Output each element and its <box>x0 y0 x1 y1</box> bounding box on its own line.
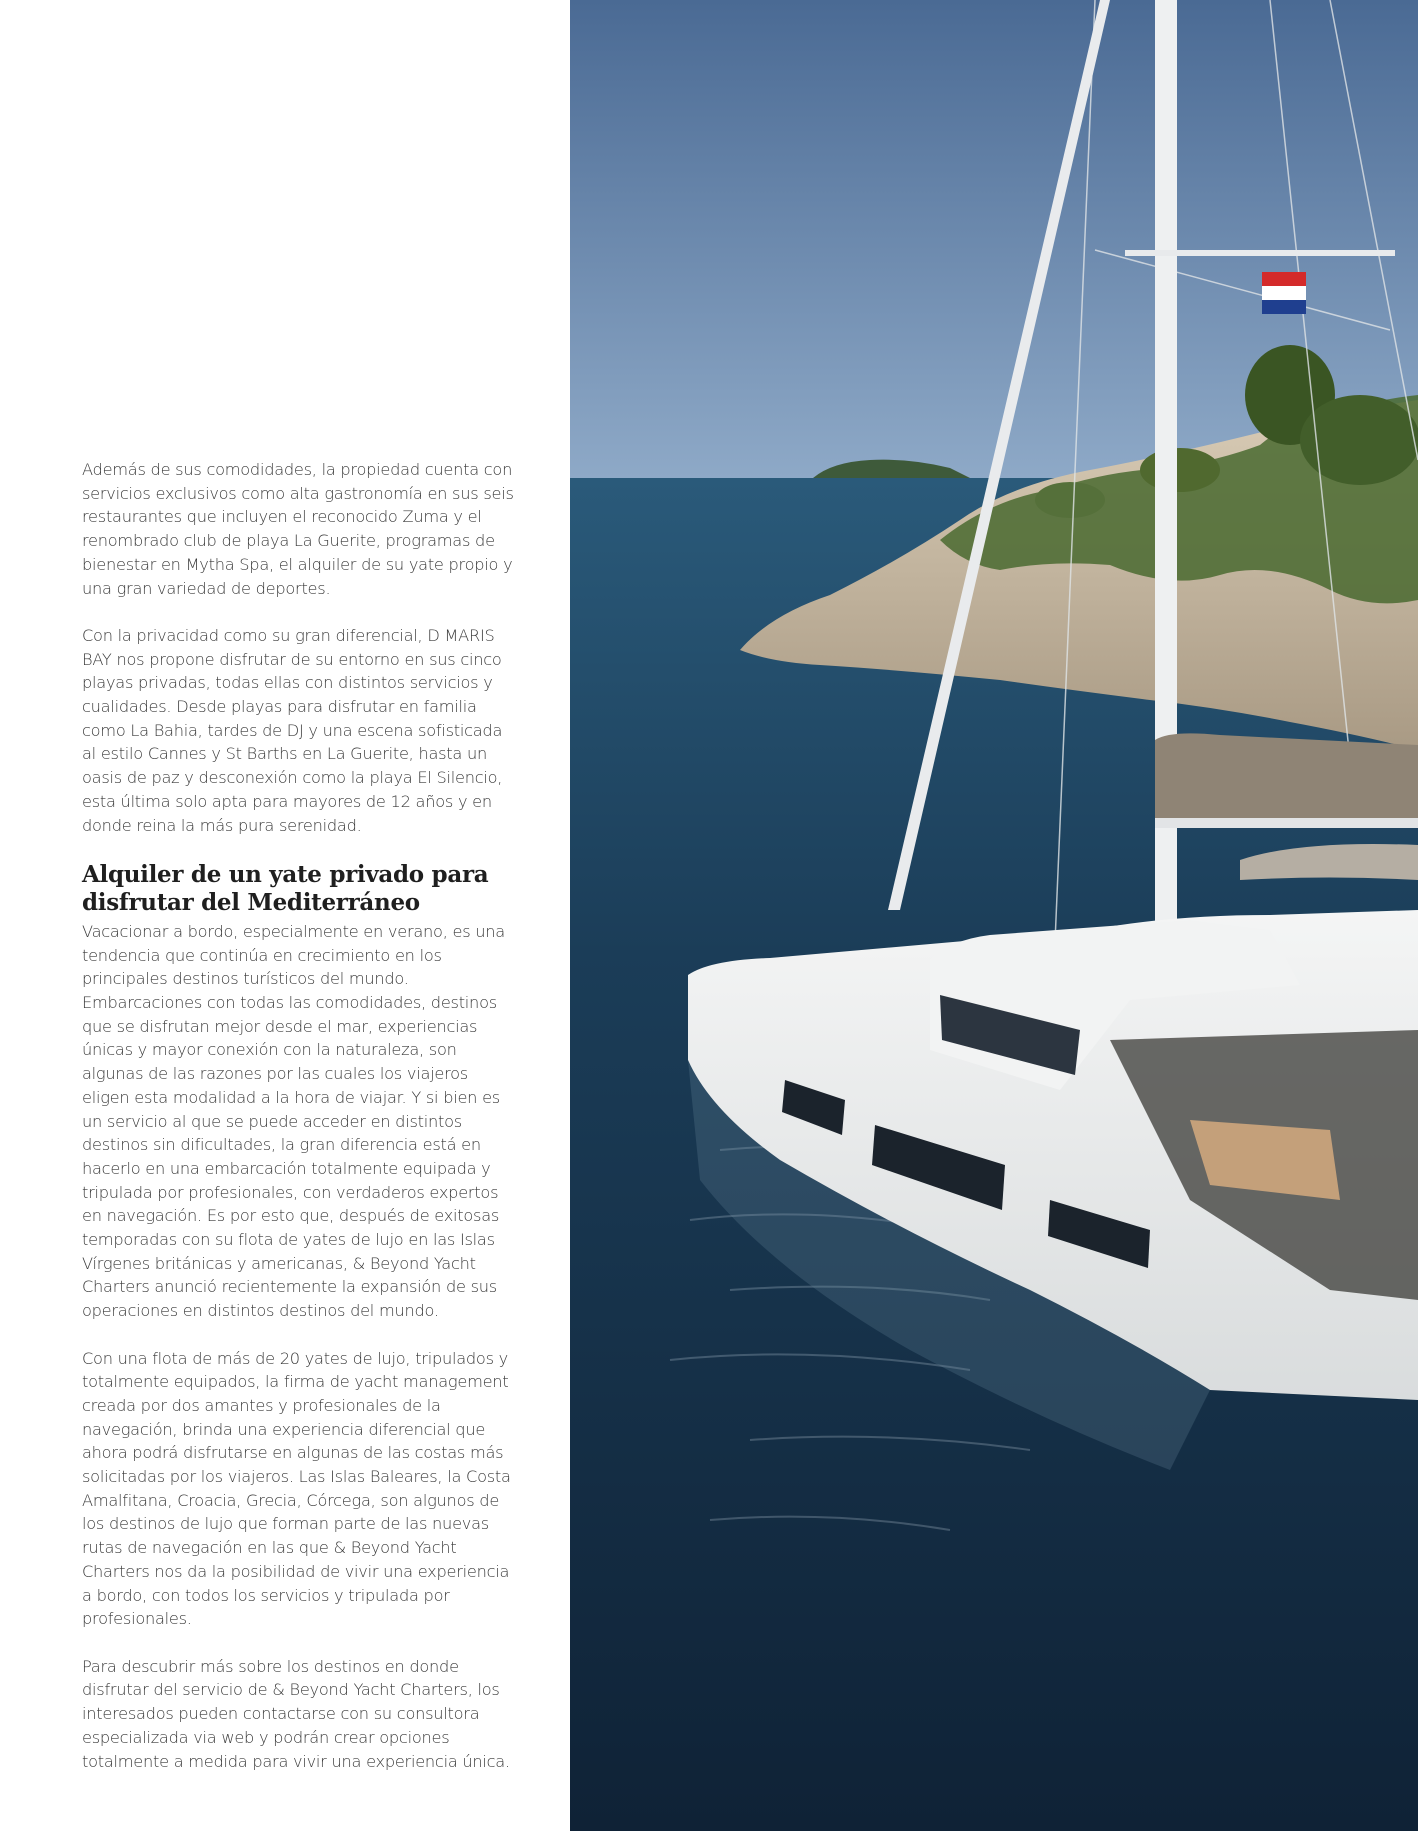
article-paragraph-1: Además de sus comodidades, la propiedad cuenta con servicios exclusivos como alta gastronomía en sus seis restaurantes que incluyen el reconocido Zuma y el renombrado club de playa La Guerite, programas de bienestar en Mytha Spa, el alquiler de su yate propio y una gran variedad de deportes. <box>82 460 514 598</box>
pine-tree <box>1300 395 1418 485</box>
shrub <box>1140 448 1220 492</box>
flag-stripe-white <box>1262 286 1306 300</box>
catamaran-illustration <box>570 0 1418 1831</box>
shrub <box>1035 482 1105 518</box>
article-paragraph-2: Con la privacidad como su gran diferencial, D MARIS BAY nos propone disfrutar de su entorno en sus cinco playas privadas, todas ellas con distintos servicios y cualidades. Desde playas para disfrutar en familia como La Bahia, tardes de DJ y una escena sofisticada al estilo Cannes y St Barths en La Guerite, hasta un oasis de paz y desconexión como la playa El Silencio, esta última solo apta para mayores de 12 años y en donde reina la más pura serenidad. <box>82 625 503 835</box>
boom <box>1155 818 1418 828</box>
article-paragraph-4: Con una flota de más de 20 yates de lujo, tripulados y totalmente equipados, la firma de yacht management creada por dos amantes y profesionales de la navegación, brinda una experiencia diferencial que ahora podrá disfrutarse en algunas de las costas más solicitadas por los viajeros. Las Islas Baleares, la Costa Amalfitana, Croacia, Grecia, Córcega, son algunos de los destinos de lujo que forman parte de las nuevas rutas de navegación en las que & Beyond Yacht Charters nos da la posibilidad de vivir una experiencia a bordo, con todos los servicios y tripulada por profesionales. <box>82 1348 511 1629</box>
article-paragraph-3: Vacacionar a bordo, especialmente en verano, es una tendencia que continúa en crecimiento en los principales destinos turísticos del mundo. Embarcaciones con todas las comodidades, destinos que se disfrutan mejor desde el mar, experiencias únicas y mayor conexión con la naturaleza, son algunas de las razones por las cuales los viajeros eligen esta modalidad a la hora de viajar. Y si bien es un servicio al que se puede acceder en distintos destinos sin dificultades, la gran diferencia está en hacerlo en una embarcación totalmente equipada y tripulada por profesionales, con verdaderos expertos en navegación. Es por esto que, después de exitosas temporadas con su flota de yates de lujo en las Islas Vírgenes británicas y americanas, & Beyond Yacht Charters anunció recientemente la expansión de sus operaciones en distintos destinos del mundo. <box>82 921 505 1321</box>
article-paragraph-5: Para descubrir más sobre los destinos en donde disfrutar del servicio de & Beyond Yacht Charters, los interesados pueden contactarse con su consultora especializada via web y podrán crear opciones totalmente a medida para vivir una experiencia única. <box>82 1656 510 1771</box>
article-text-column <box>82 458 514 1773</box>
flag-stripe-blue <box>1262 300 1306 314</box>
catamaran-photo <box>570 0 1418 1831</box>
sail-cover <box>1155 733 1418 820</box>
spreader <box>1125 250 1395 256</box>
flag-stripe-red <box>1262 272 1306 286</box>
article-heading: Alquiler de un yate privado para disfrutar del Mediterráneo <box>82 860 489 917</box>
